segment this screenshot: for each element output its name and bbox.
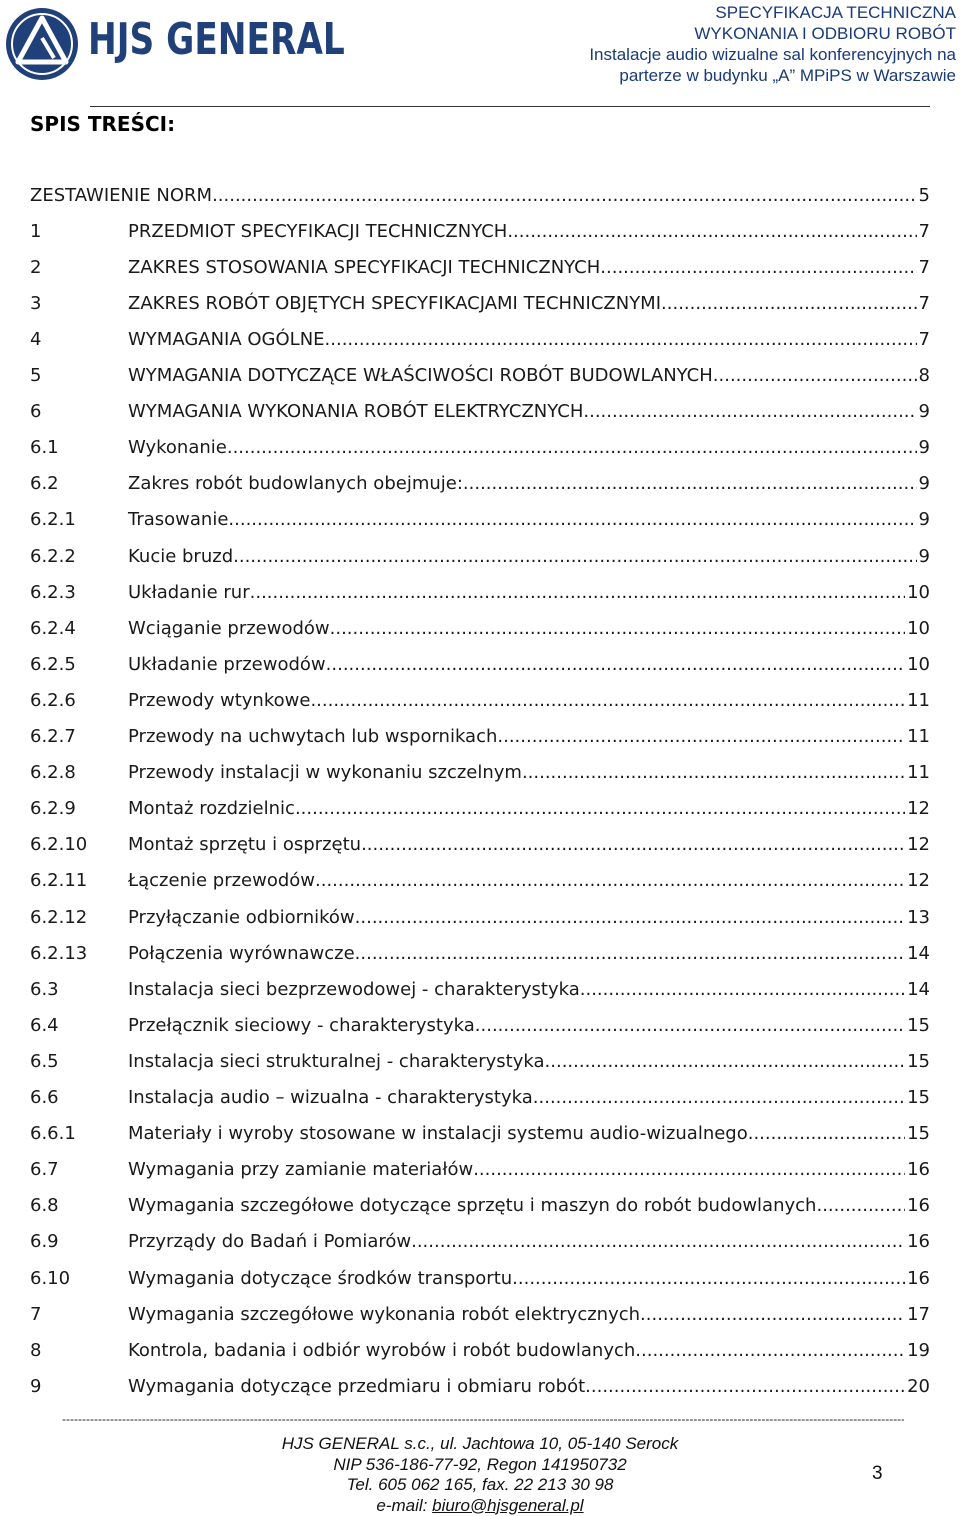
toc-entry[interactable]	[30, 610, 930, 646]
toc-entry-number: 6.2.5	[30, 653, 76, 675]
toc-entry[interactable]	[30, 791, 930, 827]
toc-entry[interactable]	[30, 1152, 930, 1188]
toc-entry-title: Przełącznik sieciowy - charakterystyka	[128, 1014, 475, 1036]
toc-entry-page: 10	[907, 617, 930, 639]
toc-entry-title: Połączenia wyrównawcze	[128, 942, 355, 964]
toc-entry-page: 10	[907, 653, 930, 675]
toc-entry-number: 6.1	[30, 437, 59, 459]
toc-entry[interactable]	[30, 285, 930, 321]
toc-entry-page: 14	[907, 942, 930, 964]
toc-entry[interactable]	[30, 538, 930, 574]
toc-entry[interactable]	[30, 863, 930, 899]
toc-entry-leader-dots	[512, 1268, 905, 1289]
toc-entry-number: 6.7	[30, 1159, 59, 1181]
toc-entry-number: 6.2.2	[30, 545, 76, 567]
toc-entry-title: Wymagania szczegółowe wykonania robót elektrycznych	[128, 1303, 641, 1325]
toc-entry-number: 6.2	[30, 473, 59, 495]
toc-entry-leader-dots	[497, 726, 905, 747]
toc-entry[interactable]	[30, 1332, 930, 1368]
toc-entry-page: 7	[918, 220, 930, 242]
toc-entry-page: 12	[907, 834, 930, 856]
toc-entry-leader-dots	[661, 293, 917, 314]
hjs-logo-emblem	[4, 6, 80, 82]
toc-entry-title: PRZEDMIOT SPECYFIKACJI TECHNICZNYCH	[128, 220, 508, 242]
toc-entry-number: 6.9	[30, 1231, 59, 1253]
toc-entry-title: Układanie przewodów	[128, 653, 326, 675]
toc-entry-page: 15	[907, 1087, 930, 1108]
toc-entry-leader-dots	[310, 690, 905, 711]
toc-entry-title: Montaż sprzętu i osprzętu	[128, 834, 362, 856]
toc-entry-number: 5	[30, 365, 42, 386]
toc-entry-title: Zakres robót budowlanych obejmuje:	[128, 473, 463, 495]
toc-entry[interactable]	[30, 682, 930, 718]
toc-entry[interactable]	[30, 971, 930, 1007]
footer-email-link[interactable]: biuro@hjsgeneral.pl	[432, 1495, 584, 1515]
toc-entry-leader-dots	[600, 257, 916, 278]
toc-entry-leader-dots	[473, 1159, 905, 1180]
toc-entry-number: 6	[30, 401, 42, 423]
toc-entry-leader-dots	[355, 943, 905, 964]
toc-entry-number: 6.2.8	[30, 762, 76, 784]
toc-entry-number: 6.2.10	[30, 834, 88, 856]
toc-entry-leader-dots	[295, 798, 905, 819]
header-line-4: parterze w budynku „A” MPiPS w Warszawie	[619, 66, 956, 85]
toc-entry[interactable]	[30, 646, 930, 682]
toc-entry-page: 15	[907, 1014, 930, 1036]
toc-entry-title: Przyrządy do Badań i Pomiarów	[128, 1231, 412, 1253]
toc-entry-leader-dots	[713, 365, 917, 386]
toc-entry-title: Wymagania dotyczące środków transportu	[128, 1267, 513, 1289]
toc-entry-title: Instalacja sieci strukturalnej - charakterystyka	[128, 1050, 545, 1072]
toc-entry-title: Wykonanie.	[128, 437, 233, 459]
footer-phone: Tel. 605 062 165, fax. 22 213 30 98	[346, 1475, 614, 1494]
toc-entry-leader-dots	[212, 185, 916, 206]
toc-entry-number: 2	[30, 256, 42, 278]
toc-entry-page: 7	[918, 256, 930, 278]
toc-entry-number: 3	[30, 292, 42, 314]
toc-entry[interactable]	[30, 755, 930, 791]
toc-entry[interactable]	[30, 1260, 930, 1296]
toc-entry[interactable]	[30, 1043, 930, 1079]
toc-entry[interactable]	[30, 466, 930, 502]
toc-entry-number: 7	[30, 1303, 42, 1325]
toc-entry-leader-dots	[522, 762, 905, 783]
toc-entry[interactable]	[30, 827, 930, 863]
toc-entry[interactable]	[30, 321, 930, 357]
toc-entry-title: Przewody instalacji w wykonaniu szczelnym	[128, 762, 522, 784]
toc-entry-number: 6.6	[30, 1087, 59, 1108]
footer-dashed-divider	[62, 1412, 904, 1426]
toc-entry-page: 9	[918, 401, 930, 423]
toc-entry-number: 6.6.1	[30, 1123, 76, 1145]
toc-entry[interactable]	[30, 1116, 930, 1152]
toc-entry-number: 6.2.13	[30, 942, 88, 964]
toc-entry-page: 9	[918, 437, 930, 459]
footer-company: HJS GENERAL s.c., ul. Jachtowa 10, 05-140 Serock	[281, 1434, 679, 1453]
toc-entry-page: 8	[918, 365, 930, 386]
toc-entry-number: 8	[30, 1339, 42, 1361]
toc-entry[interactable]	[30, 213, 930, 249]
toc-entry-page: 17	[907, 1303, 930, 1325]
toc-entry-title: Wymagania dotyczące przedmiaru i obmiaru robót	[128, 1375, 586, 1397]
toc-entry[interactable]	[30, 1007, 930, 1043]
toc-entry-title: Przewody wtynkowe	[128, 689, 311, 711]
toc-entry-page: 15	[907, 1123, 930, 1145]
toc-entry-leader-dots	[640, 1304, 905, 1325]
toc-entry-title: WYMAGANIA WYKONANIA ROBÓT ELEKTRYCZNYCH	[128, 401, 584, 423]
toc-entry-leader-dots	[325, 329, 917, 350]
toc-entry-leader-dots	[315, 870, 905, 891]
toc-entry[interactable]	[30, 935, 930, 971]
toc-entry-number: 6.2.9	[30, 798, 76, 820]
header-info	[589, 2, 956, 86]
toc-entry-number: 6.2.3	[30, 581, 76, 603]
toc-entry-leader-dots	[361, 834, 905, 855]
toc-entry[interactable]	[30, 1224, 930, 1260]
toc-entry-number: 4	[30, 328, 42, 350]
toc-entry-page: 12	[907, 870, 930, 892]
toc-entry-leader-dots	[463, 473, 917, 494]
toc-entry-leader-dots	[580, 979, 905, 1000]
page-number: 3	[872, 1463, 883, 1484]
toc-entry[interactable]	[30, 899, 930, 935]
toc-entry-title: ZAKRES STOSOWANIA SPECYFIKACJI TECHNICZNYCH	[128, 256, 601, 278]
toc-entry[interactable]	[30, 1296, 930, 1332]
toc-entry-number: 6.2.7	[30, 726, 76, 747]
toc-entry-leader-dots	[822, 1195, 905, 1216]
toc-entry-number: 6.2.6	[30, 689, 76, 711]
toc-entry-title: Instalacja audio – wizualna - charakterystyka	[128, 1087, 533, 1108]
toc-entry-page: 16	[907, 1159, 930, 1181]
toc-entry[interactable]	[30, 1368, 930, 1404]
header-line-2: WYKONANIA I ODBIORU ROBÓT	[694, 24, 956, 43]
toc-entry-page: 11	[907, 762, 930, 784]
toc-entry-number: 6.5	[30, 1050, 59, 1072]
footer-email-label: e-mail:	[376, 1495, 433, 1515]
toc-entry-leader-dots	[326, 654, 905, 675]
toc-entry[interactable]	[30, 719, 930, 755]
toc-entry-number: 6.3	[30, 978, 59, 1000]
toc-entry[interactable]	[30, 394, 930, 430]
toc-entry[interactable]	[30, 1188, 930, 1224]
toc-entry-page: 7	[918, 328, 930, 350]
toc-entry-page: 16	[907, 1195, 930, 1217]
toc-entry-leader-dots	[233, 437, 917, 458]
footer-email	[250, 1496, 710, 1516]
header-line-3: Instalacje audio wizualne sal konferencyjnych na	[589, 45, 956, 64]
toc-entry-title: Materiały i wyroby stosowane w instalacji systemu audio-wizualnego	[128, 1123, 748, 1145]
toc-entry-leader-dots	[475, 1015, 905, 1036]
toc-entry-title: ZESTAWIENIE NORM	[30, 184, 213, 206]
toc-entry-title: Przyłączanie odbiorników	[128, 906, 355, 928]
toc-entry[interactable]	[30, 1080, 930, 1116]
toc-entry[interactable]	[30, 177, 930, 213]
toc-entry-number: 9	[30, 1375, 42, 1397]
toc-entry-page: 11	[907, 689, 930, 711]
footer	[250, 1434, 710, 1516]
toc-entry-title: Trasowanie	[128, 509, 229, 531]
toc-entry-title: Wymagania przy zamianie materiałów	[128, 1159, 474, 1181]
header-divider	[90, 106, 930, 107]
toc-entry-title: ZAKRES ROBÓT OBJĘTYCH SPECYFIKACJAMI TECHNICZNYMI	[128, 292, 662, 314]
toc-title: SPIS TREŚCI:	[30, 112, 176, 136]
toc-entry-title: Łączenie przewodów	[128, 870, 316, 892]
toc-entry-page: 9	[918, 509, 930, 531]
toc-entry-leader-dots	[411, 1231, 905, 1252]
toc-entry-leader-dots	[233, 546, 916, 567]
toc-entry-page: 14	[907, 978, 930, 1000]
toc-entry-title: Instalacja sieci bezprzewodowej - charakterystyka	[128, 978, 580, 1000]
toc-entry-page: 12	[907, 798, 930, 820]
toc-entry-number: 1	[30, 220, 42, 242]
toc-entry[interactable]	[30, 574, 930, 610]
toc-entry-leader-dots	[585, 1376, 905, 1397]
toc-entry-title: Montaż rozdzielnic	[128, 798, 295, 820]
toc-entry[interactable]	[30, 358, 930, 394]
toc-entry-leader-dots	[583, 401, 916, 422]
toc-entry-page: 16	[907, 1267, 930, 1289]
toc-entry-page: 13	[907, 906, 930, 928]
toc-entry-page: 9	[918, 545, 930, 567]
toc-entry-leader-dots	[545, 1051, 906, 1072]
toc-entry-page: 20	[907, 1375, 930, 1397]
toc-entry[interactable]	[30, 502, 930, 538]
toc-entry-page: 11	[907, 726, 930, 747]
toc-entry-page: 16	[907, 1231, 930, 1253]
toc-entry-number: 6.4	[30, 1014, 59, 1036]
toc-entry-title: Kontrola, badania i odbiór wyrobów i robót budowlanych	[128, 1339, 636, 1361]
header-line-1: SPECYFIKACJA TECHNICZNA	[715, 3, 956, 22]
toc-entry-leader-dots	[250, 582, 905, 603]
toc-entry-leader-dots	[748, 1123, 905, 1144]
toc-entry[interactable]	[30, 430, 930, 466]
toc-entry-leader-dots	[355, 907, 905, 928]
toc-entry-title: Układanie rur	[128, 581, 250, 603]
toc-entry-leader-dots	[533, 1087, 905, 1108]
toc-entry-page: 10	[907, 581, 930, 603]
toc-entry-page: 19	[907, 1339, 930, 1361]
toc-entry-page: 9	[918, 473, 930, 495]
toc-entry-title: WYMAGANIA DOTYCZĄCE WŁAŚCIWOŚCI ROBÓT BUDOWLANYCH	[128, 365, 713, 386]
toc-entry-leader-dots	[228, 509, 916, 530]
toc-entry-title: Wymagania szczegółowe dotyczące sprzętu i maszyn do robót budowlanych.	[128, 1195, 823, 1217]
toc-entry-title: Wciąganie przewodów	[128, 617, 330, 639]
toc-entry-page: 5	[918, 184, 930, 206]
toc-entry-title: WYMAGANIA OGÓLNE	[128, 328, 325, 350]
toc-entry-number: 6.2.11	[30, 870, 88, 892]
toc-entry-number: 6.2.1	[30, 509, 76, 531]
toc-entry[interactable]	[30, 249, 930, 285]
toc-entry-number: 6.8	[30, 1195, 59, 1217]
toc-entry-leader-dots	[330, 618, 905, 639]
toc-entry-page: 15	[907, 1050, 930, 1072]
toc-entry-leader-dots	[507, 221, 916, 242]
toc-entry-number: 6.10	[30, 1267, 71, 1289]
logo-wordmark: HJS GENERAL	[88, 14, 345, 65]
toc-entry-title: Kucie bruzd	[128, 545, 234, 567]
footer-ids: NIP 536-186-77-92, Regon 141950732	[333, 1454, 627, 1474]
toc-entry-number: 6.2.12	[30, 906, 88, 928]
toc-entry-title: Przewody na uchwytach lub wspornikach	[128, 726, 498, 747]
toc-entry-page: 7	[918, 292, 930, 314]
toc-entry-number: 6.2.4	[30, 617, 76, 639]
toc-entry-leader-dots	[635, 1340, 905, 1361]
